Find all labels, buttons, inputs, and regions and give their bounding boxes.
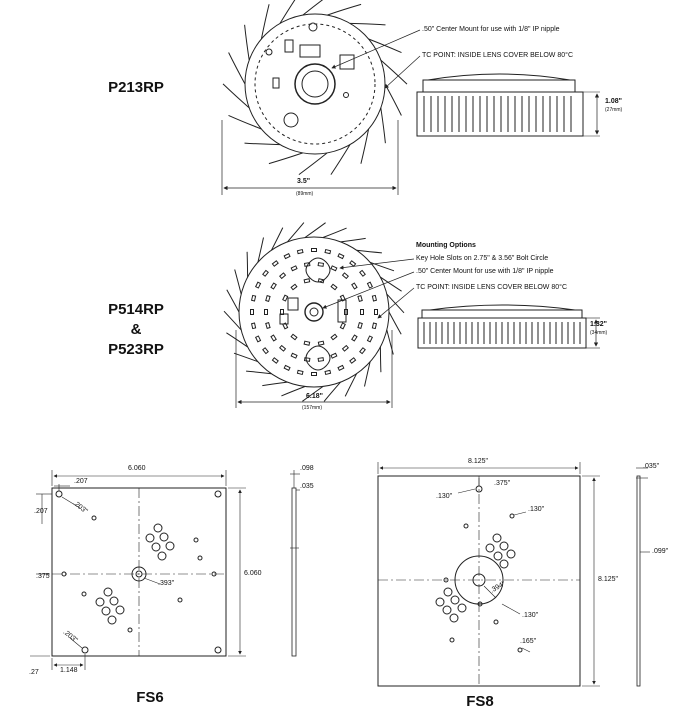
fs8-dim-394: .394" xyxy=(489,580,507,595)
fs6-side-035: .035 xyxy=(300,483,314,490)
fs8-keyhole-slot xyxy=(486,534,515,568)
p514-height-mm: (34mm) xyxy=(590,330,608,336)
led-chip xyxy=(256,282,261,288)
fs6-dim-203-bottom: .203" xyxy=(61,628,79,645)
p514-note-tc-point: TC POINT: INSIDE LENS COVER BELOW 80°C xyxy=(416,284,567,291)
led-chip xyxy=(343,273,349,279)
fs8-side-plate xyxy=(637,476,640,686)
p213-side-fins xyxy=(424,96,571,132)
fs8-dim-375: .375" xyxy=(494,480,511,487)
led-chip xyxy=(318,358,323,362)
fs8-side-099: .099" xyxy=(652,548,669,555)
p514-lens-curve xyxy=(430,305,575,310)
p514-side-fins xyxy=(424,322,580,344)
led-chip xyxy=(318,263,323,267)
led-chip xyxy=(272,261,278,266)
heatsink-fin xyxy=(361,129,369,164)
fs8-hole xyxy=(510,514,514,518)
led-chip xyxy=(372,323,376,329)
p514-model-line3: P523RP xyxy=(108,341,164,358)
p213-small-hole xyxy=(344,93,349,98)
led-chip xyxy=(284,365,290,370)
heatsink-fin xyxy=(245,143,281,145)
heatsink-fin xyxy=(380,347,381,372)
led-chip xyxy=(312,373,317,376)
p213-height-mm: (27mm) xyxy=(605,107,623,113)
fs6-corner-hole xyxy=(215,647,221,653)
heatsink-fin xyxy=(247,252,248,277)
p514-note-center-mount: .50" Center Mount for use with 1/8" IP nipple xyxy=(416,268,554,275)
led-chip xyxy=(266,296,270,302)
p514-center-hole xyxy=(310,308,318,316)
p213-height-in: 1.08" xyxy=(605,98,622,105)
p514-mounting-options-title: Mounting Options xyxy=(416,242,476,249)
p514-note-keyhole: Key Hole Slots on 2.75" & 3.56" Bolt Circle xyxy=(416,255,549,262)
p213-top-view xyxy=(223,0,407,175)
p213-note-tc-point: TC POINT: INSIDE LENS COVER BELOW 80°C xyxy=(422,52,573,59)
led-chip xyxy=(291,353,297,358)
p514-width-in: 6.18" xyxy=(306,393,323,400)
fs6-height: 6.060 xyxy=(244,570,262,577)
p514-model-label xyxy=(88,300,184,360)
fs6-side-098: .098 xyxy=(300,465,314,472)
led-chip xyxy=(318,341,324,345)
fs6-dim-375: .375 xyxy=(36,573,50,580)
fs6-dim-1148: 1.148 xyxy=(60,667,78,674)
led-chip xyxy=(352,335,357,341)
fs6-hole xyxy=(128,628,132,632)
heatsink-fin xyxy=(385,84,401,116)
p213-component xyxy=(300,45,320,57)
p213-width-mm: (89mm) xyxy=(296,191,314,197)
fs6-corner-hole xyxy=(215,491,221,497)
led-chip xyxy=(297,250,303,254)
led-chip xyxy=(291,334,297,339)
fs8-label: FS8 xyxy=(466,693,494,710)
led-chip xyxy=(352,283,357,289)
fs8-dim-130-c: .130" xyxy=(522,612,539,619)
p213-board-outer xyxy=(245,14,385,154)
led-chip xyxy=(325,250,331,254)
fs8-hole xyxy=(450,638,454,642)
fs6-dim-393: .393" xyxy=(158,580,175,587)
fs8-width: 8.125" xyxy=(468,458,489,465)
fs8-height: 8.125" xyxy=(598,576,619,583)
p514-led-array xyxy=(251,249,378,376)
fs8-plate xyxy=(378,476,580,686)
led-chip xyxy=(271,283,276,289)
led-chip xyxy=(375,310,378,315)
p213-fins xyxy=(223,0,407,175)
led-chip xyxy=(325,370,331,374)
led-chip xyxy=(331,284,337,289)
led-chip xyxy=(271,335,276,341)
led-chip xyxy=(343,346,349,352)
led-chip xyxy=(350,358,356,363)
led-chip xyxy=(280,273,286,279)
p213-lens-curve xyxy=(428,74,570,80)
led-chip xyxy=(280,346,286,352)
p514-height-in: 1.32" xyxy=(590,321,607,328)
heatsink-fin xyxy=(323,228,347,237)
heatsink-fin xyxy=(350,23,386,25)
led-chip xyxy=(338,254,344,259)
led-chip xyxy=(340,323,345,329)
fs6-corner-hole xyxy=(56,491,62,497)
fs6-hole xyxy=(194,538,198,542)
fs6-hole xyxy=(178,598,182,602)
heatsink-fin xyxy=(262,382,287,386)
p213-component xyxy=(273,78,279,88)
heatsink-fin xyxy=(327,4,361,15)
p213-model-label: P213RP xyxy=(108,79,164,96)
heatsink-fin xyxy=(303,0,331,15)
fs8-hole xyxy=(518,648,522,652)
led-chip xyxy=(305,358,310,362)
fs8-dim-165: .165" xyxy=(520,638,537,645)
led-chip xyxy=(331,334,337,339)
heatsink-fin xyxy=(280,0,299,23)
led-chip xyxy=(272,358,278,363)
led-chip xyxy=(367,282,372,288)
p213-note-center-mount: .50" Center Mount for use with 1/8" IP nipple xyxy=(422,26,560,33)
led-chip xyxy=(338,365,344,370)
fs6-keyhole-slot xyxy=(96,588,124,624)
heatsink-fin xyxy=(227,290,239,312)
p514-lens-dome xyxy=(422,310,582,318)
led-chip xyxy=(304,279,310,283)
led-chip xyxy=(266,323,270,329)
p514-keyhole-slot xyxy=(306,258,330,282)
heatsink-fin xyxy=(389,312,401,334)
led-chip xyxy=(360,270,365,276)
fs6-hole xyxy=(198,556,202,560)
led-chip xyxy=(350,261,356,266)
led-chip xyxy=(256,336,261,342)
fs6-dim-27: .27 xyxy=(29,669,39,676)
fs6-label: FS6 xyxy=(136,689,164,706)
fs6-width: 6.060 xyxy=(128,465,146,472)
led-chip xyxy=(252,295,256,301)
fs6-dimensions xyxy=(30,470,246,670)
fs6-dim-203-top: .203" xyxy=(71,499,89,516)
heatsink-fin xyxy=(269,153,303,164)
p213-small-hole xyxy=(266,49,272,55)
fs6-corner-hole xyxy=(82,647,88,653)
fs8-dim-130-a: .130" xyxy=(436,493,453,500)
p213-lens-dome xyxy=(423,80,575,92)
p213-leader-lines xyxy=(332,30,420,88)
p514-component xyxy=(280,314,288,324)
led-chip xyxy=(358,296,362,302)
fs8-side-035: .035" xyxy=(643,463,660,470)
p213-component xyxy=(340,55,354,69)
heatsink-fin xyxy=(229,53,245,85)
led-chip xyxy=(331,266,337,271)
p514-model-ampersand: & xyxy=(130,321,142,338)
led-chip xyxy=(304,341,310,345)
led-chip xyxy=(251,310,254,315)
heatsink-fin xyxy=(245,25,250,60)
fs8-side-view xyxy=(636,468,650,686)
heatsink-fin xyxy=(299,153,327,175)
p514-model-line1: P514RP xyxy=(108,301,164,318)
fs6-dim-207-left: .207 xyxy=(34,508,48,515)
led-chip xyxy=(284,254,290,259)
led-chip xyxy=(291,284,297,289)
heatsink-fin xyxy=(305,223,326,238)
led-chip xyxy=(331,353,337,358)
p213-small-hole xyxy=(309,23,317,31)
fs6-side-plate xyxy=(292,488,296,656)
led-chip xyxy=(361,310,364,315)
p213-center-mount xyxy=(295,64,335,104)
fs6-dim-207-top: .207 xyxy=(74,478,88,485)
fs8-hole xyxy=(494,620,498,624)
fs8-keyhole-slot xyxy=(436,588,466,622)
led-chip xyxy=(265,310,268,315)
p213-width-in: 3.5" xyxy=(297,178,311,185)
fs6-keyhole-slot xyxy=(146,524,174,560)
heatsink-fin xyxy=(281,387,305,396)
led-chip xyxy=(367,336,372,342)
fs6-hole xyxy=(82,592,86,596)
fs6-hole xyxy=(92,516,96,520)
fs8-dim-130-b: .130" xyxy=(528,506,545,513)
led-chip xyxy=(297,370,303,374)
led-chip xyxy=(360,348,365,354)
p213-center-hole xyxy=(302,71,328,97)
led-chip xyxy=(252,323,256,329)
p514-width-mm: (157mm) xyxy=(302,405,323,411)
heatsink-fin xyxy=(235,270,242,295)
fs6-plate xyxy=(52,488,226,656)
led-chip xyxy=(372,295,376,301)
fs8-dimensions xyxy=(378,462,600,686)
p514-component xyxy=(288,298,298,310)
heatsink-fin xyxy=(261,4,269,39)
p213-side-view xyxy=(417,74,600,136)
heatsink-fin xyxy=(341,238,366,242)
p514-center-mount xyxy=(305,303,323,321)
heatsink-fin xyxy=(381,108,386,143)
led-chip xyxy=(263,348,268,354)
fs8-hole xyxy=(464,524,468,528)
led-chip xyxy=(312,249,317,252)
p213-heatsink-body xyxy=(417,92,583,136)
fs6-side-view xyxy=(290,470,300,656)
p514-side-view xyxy=(418,305,600,348)
led-chip xyxy=(283,295,288,301)
led-chip xyxy=(263,270,268,276)
led-chip xyxy=(291,266,297,271)
p213-screw-hole xyxy=(284,113,298,127)
p213-component xyxy=(285,40,293,52)
led-chip xyxy=(358,323,362,329)
p514-top-view xyxy=(224,223,404,402)
